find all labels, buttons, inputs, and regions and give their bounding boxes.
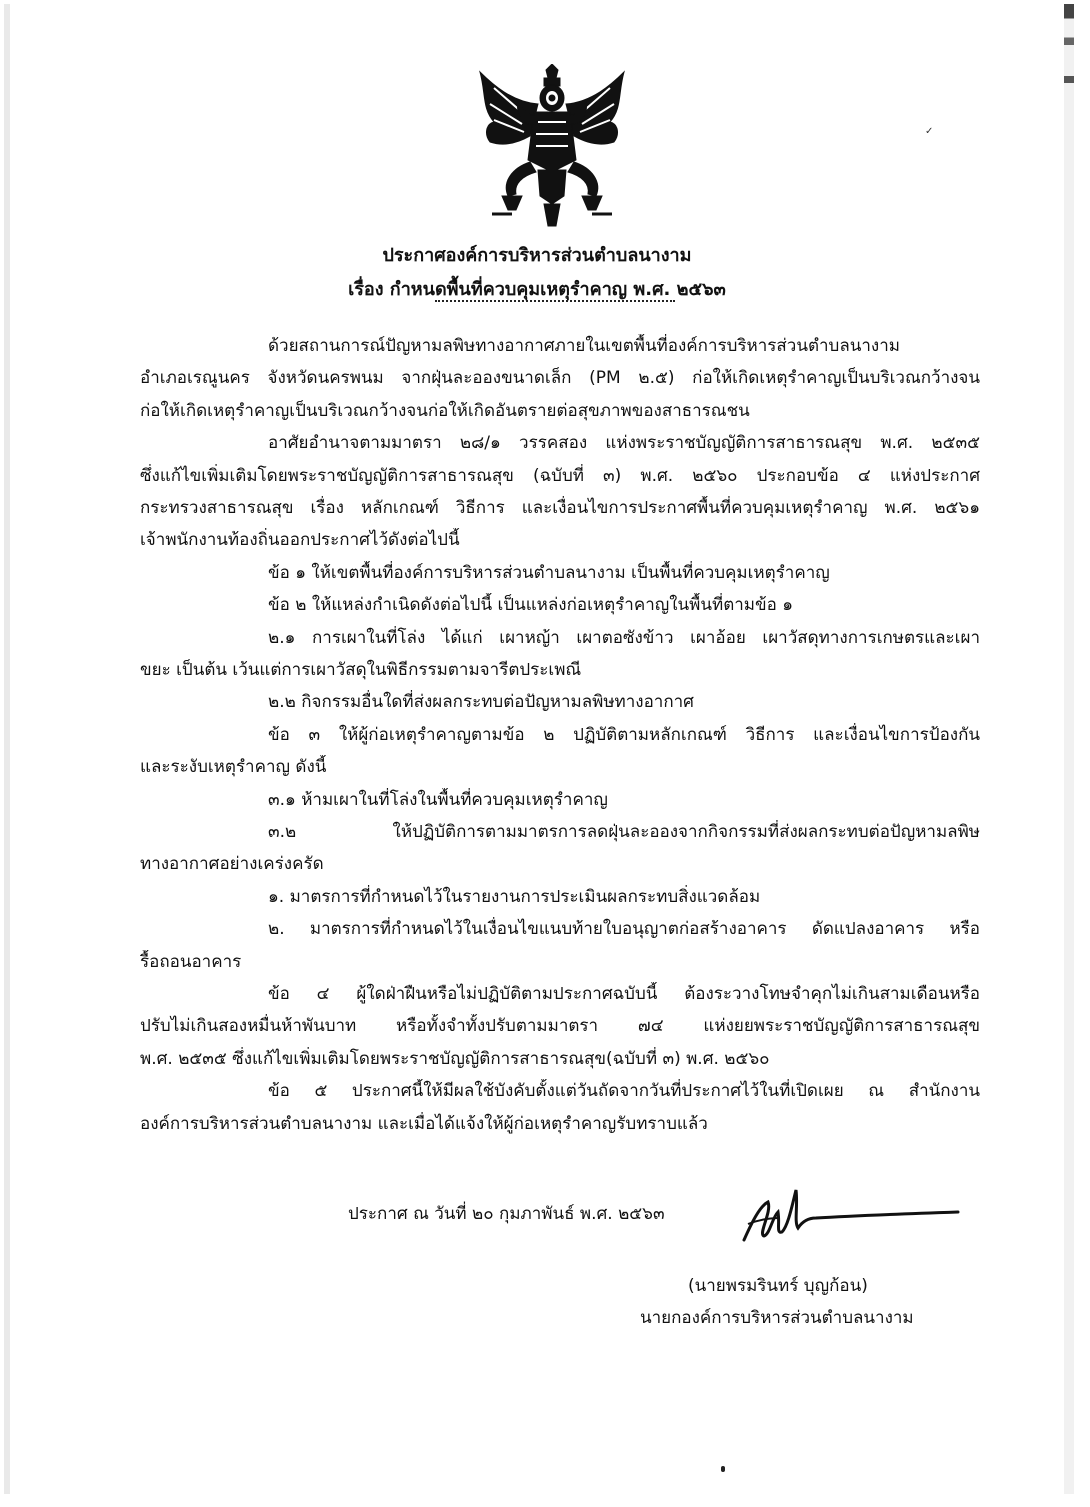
body-line: เจ้าพนักงานท้องถิ่นออกประกาศไว้ดังต่อไปนี้ [140,530,460,551]
body-line: ข้อ ๕ ประกาศนี้ให้มีผลใช้บังคับตั้งแต่วันถัดจากวันที่ประกาศไว้ในที่เปิดเผย ณ สำนักงาน [268,1081,980,1102]
body-line: ข้อ ๔ ผู้ใดฝ่าฝืนหรือไม่ปฏิบัติตามประกาศฉบับนี้ ต้องระวางโทษจำคุกไม่เกินสามเดือนหรือ [268,984,980,1004]
signer-title: นายกองค์การบริหารส่วนตำบลนางาม [640,1308,914,1328]
scanned-edge-marks [1064,4,1074,244]
body-line: ๓.๒ ให้ปฏิบัติการตามมาตรการลดฝุ่นละอองจากกิจกรรมที่ส่งผลกระทบต่อปัญหามลพิษ [268,822,980,842]
body-line: ๑. มาตรการที่กำหนดไว้ในรายงานการประเมินผลกระทบสิ่งแวดล้อม [268,886,761,907]
body-line: รื้อถอนอาคาร [140,951,242,972]
announcement-subject: เรื่อง กำหนดพื้นที่ควบคุมเหตุรำคาญ พ.ศ. ๒๕๖๓ [348,279,726,300]
body-line: พ.ศ. ๒๕๓๕ ซึ่งแก้ไขเพิ่มเติมโดยพระราชบัญญัติการสาธารณสุข(ฉบับที่ ๓) พ.ศ. ๒๕๖๐ [140,1048,770,1069]
signer-name: (นายพรมรินทร์ บุญก้อน) [688,1276,868,1296]
body-line: ๓.๑ ห้ามเผาในที่โล่งในพื้นที่ควบคุมเหตุรำคาญ [268,789,608,810]
stray-mark: ✓ [925,126,934,137]
body-line: ซึ่งแก้ไขเพิ่มเติมโดยพระราชบัญญัติการสาธารณสุข (ฉบับที่ ๓) พ.ศ. ๒๕๖๐ ประกอบข้อ ๔ แห่งประกาศ [140,465,980,486]
body-line: ข้อ ๓ ให้ผู้ก่อเหตุรำคาญตามข้อ ๒ ปฏิบัติตามหลักเกณฑ์ วิธีการ และเงื่อนไขการป้องกัน [268,724,980,745]
signature-icon [738,1182,960,1252]
body-line: อาศัยอำนาจตามมาตรา ๒๘/๑ วรรคสอง แห่งพระราชบัญญัติการสาธารณสุข พ.ศ. ๒๕๓๕ [268,433,980,454]
body-line: ก่อให้เกิดเหตุรำคาญเป็นบริเวณกว้างจนก่อให้เกิดอันตรายต่อสุขภาพของสาธารณชน [140,400,750,421]
body-line: ปรับไม่เกินสองหมื่นห้าพันบาท หรือทั้งจำทั้งปรับตามมาตรา ๗๔ แห่งยยพระราชบัญญัติการสาธารณสุข [140,1016,980,1037]
body-line: ด้วยสถานการณ์ปัญหามลพิษทางอากาศภายในเขตพื้นที่องค์การบริหารส่วนตำบลนางาม [268,336,900,356]
body-line: ข้อ ๒ ให้แหล่งกำเนิดดังต่อไปนี้ เป็นแหล่งก่อเหตุรำคาญในพื้นที่ตามข้อ ๑ [268,595,794,616]
body-line: องค์การบริหารส่วนตำบลนางาม และเมื่อได้แจ้งให้ผู้ก่อเหตุรำคาญรับทราบแล้ว [140,1113,708,1134]
garuda-emblem-icon [472,64,632,232]
body-line: ๒.๒ กิจกรรมอื่นใดที่ส่งผลกระทบต่อปัญหามลพิษทางอากาศ [268,692,694,713]
body-line: ทางอากาศอย่างเคร่งครัด [140,854,324,875]
body-line: ๒. มาตรการที่กำหนดไว้ในเงื่อนไขแนบท้ายใบอนุญาตก่อสร้างอาคาร ดัดแปลงอาคาร หรือ [268,919,980,940]
body-line: และระงับเหตุรำคาญ ดังนี้ [140,757,327,778]
announcement-title: ประกาศองค์การบริหารส่วนตำบลนางาม [382,245,692,266]
body-line: ขยะ เป็นต้น เว้นแต่การเผาวัสดุในพิธีกรรมตามจารีตประเพณี [140,660,582,680]
announcement-date: ประกาศ ณ วันที่ ๒๐ กุมภาพันธ์ พ.ศ. ๒๕๖๓ [348,1204,665,1224]
body-line: กระทรวงสาธารณสุข เรื่อง หลักเกณฑ์ วิธีการ และเงื่อนไขการประกาศพื้นที่ควบคุมเหตุรำคาญ พ.ศ. ๒๕๖๑ [140,498,980,518]
title-separator [435,300,675,302]
body-line: ข้อ ๑ ให้เขตพื้นที่องค์การบริหารส่วนตำบลนางาม เป็นพื้นที่ควบคุมเหตุรำคาญ [268,562,830,583]
announcement-page [4,4,1074,1494]
stray-dot [721,1466,725,1472]
body-line: อำเภอเรณูนคร จังหวัดนครพนม จากฝุ่นละอองขนาดเล็ก (PM ๒.๕) ก่อให้เกิดเหตุรำคาญเป็นบริเวณกว้างจน [140,368,980,389]
body-line: ๒.๑ การเผาในที่โล่ง ได้แก่ เผาหญ้า เผาตอซังข้าว เผาอ้อย เผาวัสดุทางการเกษตรและเผา [268,627,980,648]
